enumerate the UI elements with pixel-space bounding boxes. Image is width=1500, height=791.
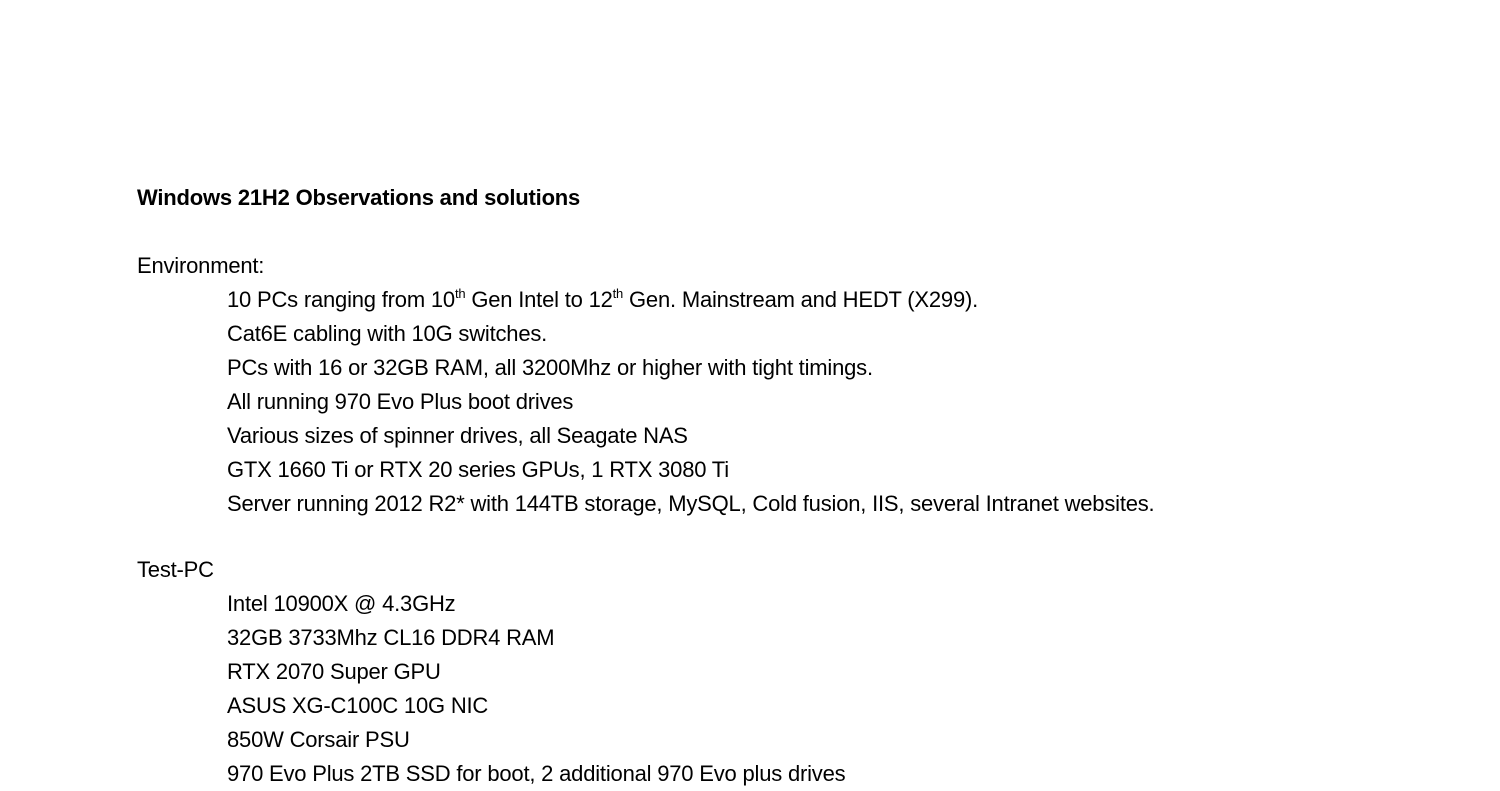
list-item: ASUS XG-C100C 10G NIC <box>227 693 489 718</box>
document-title: Windows 21H2 Observations and solutions <box>137 185 581 210</box>
list-item: GTX 1660 Ti or RTX 20 series GPUs, 1 RTX 3080 Ti <box>227 457 729 482</box>
list-item: 970 Evo Plus 2TB SSD for boot, 2 additional 970 Evo plus drives <box>227 761 846 786</box>
section-heading-test-pc: Test-PC <box>137 557 214 582</box>
list-item: PCs with 16 or 32GB RAM, all 3200Mhz or higher with tight timings. <box>227 355 873 380</box>
environment-list <box>227 283 1154 521</box>
list-item: Cat6E cabling with 10G switches. <box>227 321 548 346</box>
list-item: Intel 10900X @ 4.3GHz <box>227 591 456 616</box>
list-item: Various sizes of spinner drives, all Seagate NAS <box>227 423 688 448</box>
test-pc-list <box>227 587 845 791</box>
list-item: 850W Corsair PSU <box>227 727 410 752</box>
list-item: All running 970 Evo Plus boot drives <box>227 389 574 414</box>
list-item: 32GB 3733Mhz CL16 DDR4 RAM <box>227 625 555 650</box>
section-heading-environment: Environment: <box>137 253 265 278</box>
list-item: 10 PCs ranging from 10th Gen Intel to 12th Gen. Mainstream and HEDT (X299). <box>227 286 979 312</box>
list-item: Server running 2012 R2* with 144TB storage, MySQL, Cold fusion, IIS, several Intranet websites. <box>227 491 1155 516</box>
list-item: RTX 2070 Super GPU <box>227 659 441 684</box>
